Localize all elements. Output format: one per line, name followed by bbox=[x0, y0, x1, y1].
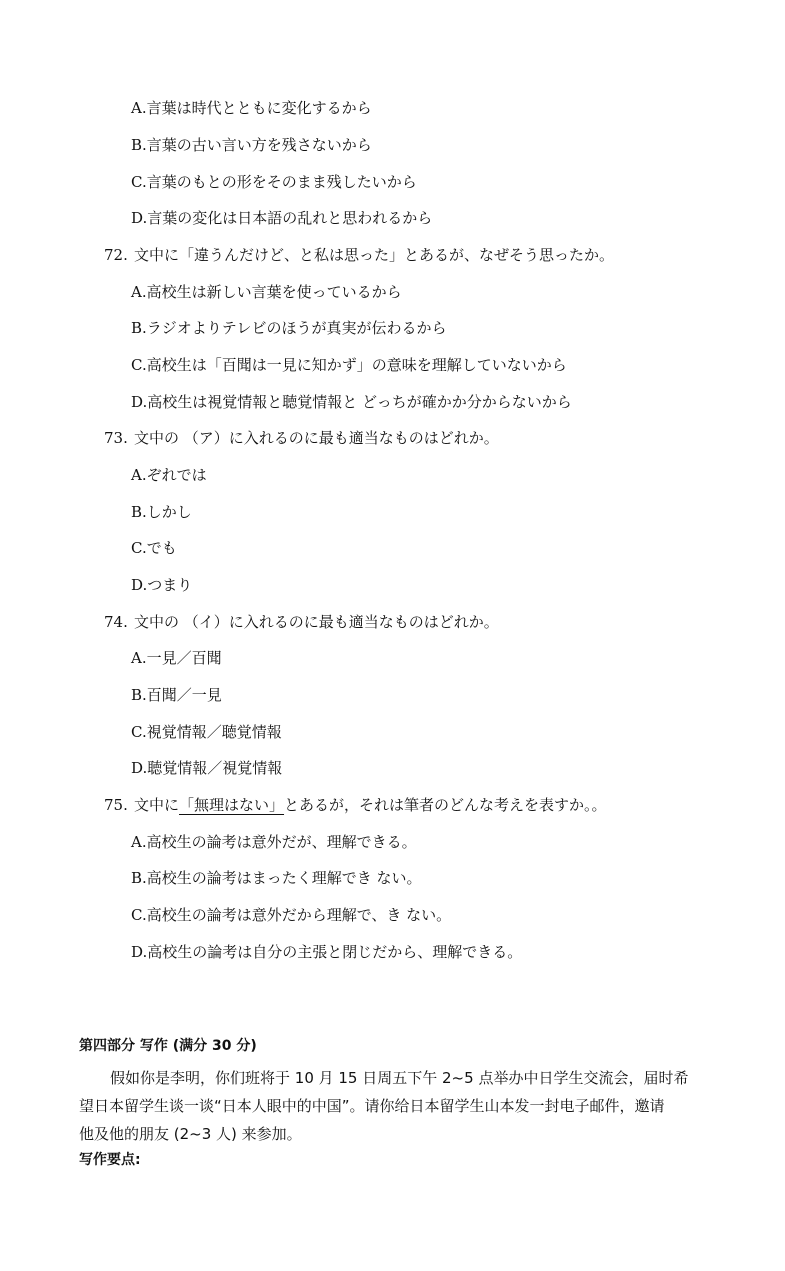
q72-option-b: B.ラジオよりテレビのほうが真実が伝わるから bbox=[131, 319, 447, 337]
q73-option-a: A.ぞれでは bbox=[131, 466, 207, 484]
question-text-post: とあるが，それは筆者のどんな考えを表すか。。 bbox=[284, 796, 607, 814]
q74-option-d: D.聴覚情報／視覚情報 bbox=[131, 759, 283, 777]
q75-option-c: C.高校生の論考は意外だから理解で、き ない。 bbox=[131, 906, 452, 924]
question-text: 文中に「違うんだけど、と私は思った」とあるが、なぜそう思ったか。 bbox=[134, 246, 615, 264]
q74-option-a: A.一見／百聞 bbox=[131, 649, 222, 667]
writing-prompt-line-3: 他及他的朋友 (2~3 人) 来参加。 bbox=[79, 1125, 302, 1143]
q75-option-b: B.高校生の論考はまったく理解でき ない。 bbox=[131, 869, 422, 887]
q73-option-c: C.でも bbox=[131, 539, 177, 557]
question-text: 文中の （イ）に入れるのに最も適当なものはどれか。 bbox=[134, 613, 499, 631]
q72-option-a: A.高校生は新しい言葉を使っているから bbox=[131, 283, 402, 301]
q71-option-c: C.言葉のもとの形をそのまま残したいから bbox=[131, 173, 417, 191]
q72-option-c: C.高校生は「百聞は一見に知かず」の意味を理解していないから bbox=[131, 356, 567, 374]
writing-points-label: 写作要点: bbox=[79, 1152, 141, 1168]
part4-heading: 第四部分 写作 (满分 30 分) bbox=[79, 1038, 257, 1054]
question-73 bbox=[104, 428, 499, 448]
q73-option-b: B.しかし bbox=[131, 503, 192, 521]
question-75 bbox=[104, 795, 607, 815]
writing-prompt-line-2: 望日本留学生谈一谈“日本人眼中的中国”。请你给日本留学生山本发一封电子邮件，邀请 bbox=[79, 1097, 665, 1115]
q73-option-d: D.つまり bbox=[131, 576, 193, 594]
q74-option-c: C.視覚情報／聴覚情報 bbox=[131, 723, 282, 741]
writing-prompt-line-1: 假如你是李明，你们班将于 10 月 15 日周五下午 2~5 点举办中日学生交流会，届时希 bbox=[110, 1069, 689, 1087]
q71-option-a: A.言葉は時代とともに変化するから bbox=[131, 99, 372, 117]
quoted-phrase: 「無理はない」 bbox=[179, 796, 285, 814]
q74-option-b: B.百聞／一見 bbox=[131, 686, 222, 704]
q71-option-b: B.言葉の古い言い方を残さないから bbox=[131, 136, 372, 154]
question-number: 74. bbox=[104, 613, 128, 631]
question-text: 文中の （ア）に入れるのに最も適当なものはどれか。 bbox=[134, 429, 499, 447]
q75-option-a: A.高校生の論考は意外だが、理解できる。 bbox=[131, 833, 417, 851]
question-number: 75. bbox=[104, 796, 128, 814]
q75-option-d: D.高校生の論考は自分の主張と閉じだから、理解できる。 bbox=[131, 943, 523, 961]
question-text-pre: 文中に bbox=[134, 796, 180, 814]
question-number: 72. bbox=[104, 246, 128, 264]
q72-option-d: D.高校生は視覚情報と聴覚情報と どっちが確かか分からないから bbox=[131, 393, 572, 411]
question-72 bbox=[104, 245, 614, 265]
q71-option-d: D.言葉の変化は日本語の乱れと思われるから bbox=[131, 209, 433, 227]
question-number: 73. bbox=[104, 429, 128, 447]
question-74 bbox=[104, 612, 499, 632]
